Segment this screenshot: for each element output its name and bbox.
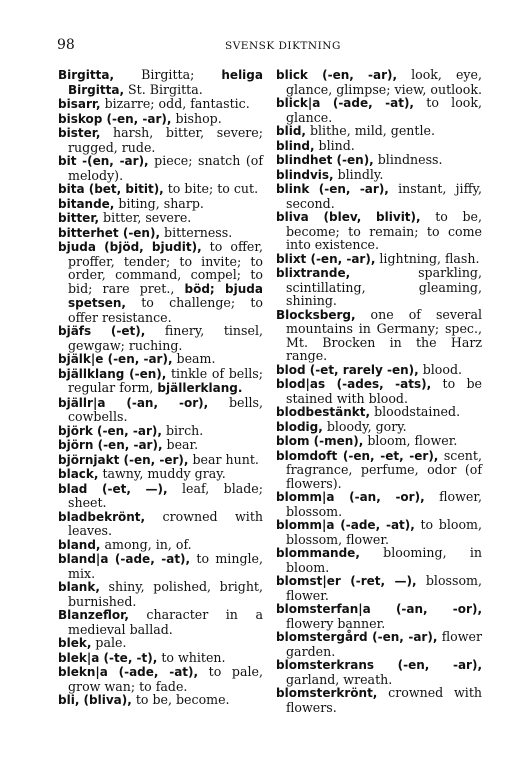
- entry-definition: birch.: [161, 422, 204, 438]
- entry-definition: to be, become; to remain; to come into existence.: [286, 209, 482, 252]
- dictionary-entry: [276, 574, 482, 602]
- entry-subheadword: bjällerklang.: [157, 381, 243, 395]
- entry-definition: bloom, flower.: [363, 433, 458, 448]
- entry-headword: blek,: [58, 636, 92, 650]
- entry-subheadword: heliga Birgitta,: [68, 68, 263, 97]
- entry-definition: bitter, severe.: [99, 210, 192, 225]
- dictionary-entry: [58, 226, 263, 241]
- entry-headword: blind,: [276, 138, 315, 153]
- entry-definition: leaf, blade; sheet.: [68, 480, 263, 510]
- entry-headword: blommande,: [276, 546, 360, 560]
- entry-headword: blodig,: [276, 419, 323, 434]
- entry-headword: blixtrande,: [276, 266, 351, 280]
- dictionary-entry: [58, 126, 263, 154]
- dictionary-entry: [58, 240, 263, 324]
- entry-definition: crowned with leaves.: [68, 508, 263, 538]
- entry-definition: bloody, gory.: [322, 418, 407, 434]
- dictionary-entry: [58, 154, 263, 182]
- dictionary-entry: [276, 182, 482, 210]
- entry-headword: bjuda (bjöd, bjudit),: [58, 240, 202, 254]
- entry-headword: bitter,: [58, 211, 100, 225]
- dictionary-entry: [58, 438, 263, 453]
- entry-definition: blossom, flower.: [286, 573, 482, 603]
- entry-definition: pale.: [91, 635, 127, 650]
- dictionary-entry: [58, 651, 263, 666]
- dictionary-entry: [276, 96, 482, 124]
- entry-headword: blick (-en, -ar),: [276, 68, 398, 82]
- entry-headword: bitterhet (-en),: [58, 225, 161, 240]
- entry-headword: björnjakt (-en, -er),: [58, 452, 189, 467]
- dictionary-entry: [276, 449, 482, 491]
- entry-subheadword: böd; bjuda spetsen,: [68, 281, 263, 310]
- entry-headword: blad (-et, —),: [58, 481, 168, 496]
- entry-definition: to pale, grow wan; to fade.: [68, 664, 263, 694]
- entry-definition: crowned with flowers.: [286, 685, 482, 715]
- dictionary-entry: [58, 352, 263, 367]
- entry-definition: finery, tinsel, gewgaw; ruching.: [68, 323, 263, 353]
- entry-definition: one of several mountains in Germany; spec., Mt. Brocken in the Harz range.: [286, 306, 482, 363]
- dictionary-column-left: [58, 68, 263, 708]
- dictionary-entry: [58, 197, 263, 212]
- entry-definition: to bloom, blossom, flower.: [286, 517, 482, 547]
- entry-subdefinition: St. Birgitta.: [124, 81, 203, 97]
- entry-definition: bizarre; odd, fantastic.: [100, 96, 250, 111]
- entry-headword: bland,: [58, 537, 101, 552]
- entry-headword: blod (-et, rarely -en),: [276, 362, 419, 377]
- entry-headword: björn (-en, -ar),: [58, 438, 163, 452]
- entry-definition: lightning, flash.: [375, 250, 480, 266]
- entry-definition: blooming, in bloom.: [286, 545, 482, 575]
- entry-headword: blodbestänkt,: [276, 405, 371, 419]
- dictionary-entry: [276, 434, 482, 449]
- entry-headword: Blanzeflor,: [58, 608, 129, 622]
- entry-headword: bliva (blev, blivit),: [276, 210, 421, 224]
- entry-headword: bjällr|a (-an, -or),: [58, 395, 209, 410]
- entry-definition: flower garden.: [286, 629, 482, 659]
- dictionary-entry: [276, 124, 482, 139]
- dictionary-entry: [58, 552, 263, 580]
- entry-definition: blindly.: [333, 166, 384, 182]
- entry-headword: blixt (-en, -ar),: [276, 251, 376, 266]
- entry-definition: scent, fragrance, perfume, odor (of flowers).: [286, 447, 482, 491]
- entry-headword: blink (-en, -ar),: [276, 182, 389, 196]
- entry-headword: blomm|a (-an, -or),: [276, 490, 425, 504]
- dictionary-column-right: [276, 68, 482, 714]
- entry-definition: blithe, mild, gentle.: [305, 123, 435, 138]
- entry-headword: bita (bet, bitit),: [58, 182, 164, 196]
- entry-headword: bisarr,: [58, 97, 101, 111]
- entry-headword: bjällklang (-en),: [58, 366, 167, 381]
- dictionary-entry: [58, 580, 263, 608]
- dictionary-entry: [276, 546, 482, 574]
- entry-headword: biskop (-en, -ar),: [58, 111, 172, 126]
- entry-definition: bloodstained.: [370, 404, 461, 419]
- entry-definition: bishop.: [171, 110, 222, 126]
- entry-headword: blindhet (-en),: [276, 153, 374, 167]
- entry-definition: to be, become.: [131, 692, 230, 707]
- entry-headword: blank,: [58, 580, 100, 594]
- dictionary-entry: [276, 405, 482, 420]
- dictionary-entry: [58, 424, 263, 439]
- dictionary-entry: [58, 510, 263, 538]
- entry-headword: blomstergård (-en, -ar),: [276, 630, 438, 644]
- entry-headword: Blocksberg,: [276, 307, 356, 322]
- dictionary-entry: [276, 686, 482, 714]
- entry-definition: harsh, bitter, severe; rugged, rude.: [68, 125, 263, 155]
- entry-definition: bitterness.: [160, 224, 233, 240]
- dictionary-entry: [276, 363, 482, 378]
- entry-headword: blid,: [276, 124, 306, 138]
- entry-headword: bjälk|e (-en, -ar),: [58, 352, 173, 366]
- dictionary-entry: [58, 636, 263, 651]
- entry-definition: to bite; to cut.: [163, 181, 259, 196]
- entry-headword: black,: [58, 467, 99, 481]
- entry-headword: blomdoft (-en, -et, -er),: [276, 448, 439, 463]
- entry-definition: tawny, muddy gray.: [98, 466, 226, 481]
- entry-definition: beam.: [172, 351, 216, 366]
- entry-definition: bear hunt.: [188, 451, 259, 467]
- entry-definition: instant, jiffy, second.: [286, 181, 482, 211]
- entry-headword: blek|a (-te, -t),: [58, 650, 158, 665]
- entry-headword: blod|as (-ades, -ats),: [276, 377, 432, 391]
- entry-headword: bitande,: [58, 196, 115, 211]
- running-head: SVENSK DIKTNING: [225, 40, 341, 52]
- dictionary-entry: [276, 308, 482, 363]
- dictionary-entry: [276, 68, 482, 96]
- entry-definition: tinkle of bells; regular form,: [68, 365, 263, 395]
- dictionary-entry: [276, 153, 482, 168]
- entry-headword: blick|a (-ade, -at),: [276, 96, 414, 110]
- dictionary-entry: [58, 608, 263, 636]
- dictionary-entry: [276, 658, 482, 686]
- dictionary-entry: [276, 377, 482, 405]
- dictionary-entry: [58, 665, 263, 693]
- dictionary-entry: [58, 97, 263, 112]
- entry-headword: bli, (bliva),: [58, 693, 132, 707]
- dictionary-entry: [276, 266, 482, 308]
- entry-definition: sparkling, scintillating, gleaming, shining.: [286, 265, 482, 308]
- entry-definition: shiny, polished, bright, burnished.: [68, 579, 263, 609]
- entry-definition: biting, sharp.: [114, 195, 204, 211]
- entry-definition: to be stained with blood.: [286, 376, 482, 406]
- entry-definition: blood.: [418, 361, 463, 377]
- entry-definition: look, eye, glance, glimpse; view, outlook.: [286, 67, 482, 97]
- entry-definition: to whiten.: [157, 649, 226, 665]
- page-number: 98: [57, 37, 75, 53]
- dictionary-entry: [276, 252, 482, 267]
- entry-definition: to offer, proffer, tender; to invite; to order, command, compel; to bid; rare pret.,: [68, 239, 263, 296]
- entry-definition: Birgitta;: [114, 67, 222, 82]
- entry-headword: blomm|a (-ade, -at),: [276, 518, 415, 532]
- entry-headword: blomsterkrönt,: [276, 686, 378, 700]
- dictionary-entry: [58, 324, 263, 352]
- entry-definition: piece; snatch (of melody).: [68, 153, 264, 183]
- dictionary-entry: [58, 112, 263, 127]
- entry-headword: blekn|a (-ade, -at),: [58, 665, 199, 679]
- dictionary-entry: [276, 490, 482, 518]
- dictionary-entry: [58, 367, 263, 396]
- entry-definition: bear.: [162, 437, 199, 452]
- dictionary-entry: [58, 538, 263, 553]
- dictionary-entry: [276, 420, 482, 435]
- dictionary-entry: [58, 396, 263, 424]
- entry-headword: blom (-men),: [276, 434, 364, 448]
- entry-headword: blomsterfan|a (-an, -or),: [276, 602, 482, 616]
- entry-subdefinition: to challenge; to offer resistance.: [68, 295, 263, 325]
- entry-definition: among, in, of.: [100, 536, 192, 552]
- dictionary-entry: [58, 453, 263, 468]
- entry-definition: blind.: [314, 137, 355, 153]
- entry-headword: blomsterkrans (-en, -ar),: [276, 658, 482, 672]
- entry-headword: Birgitta,: [58, 68, 115, 82]
- dictionary-entry: [276, 168, 482, 183]
- entry-definition: character in a medieval ballad.: [68, 607, 263, 637]
- dictionary-entry: [276, 210, 482, 252]
- dictionary-entry: [58, 68, 263, 97]
- dictionary-entry: [58, 211, 263, 226]
- entry-definition: flower, blossom.: [286, 489, 482, 519]
- dictionary-entry: [276, 602, 482, 630]
- entry-headword: bister,: [58, 126, 101, 140]
- entry-definition: blindness.: [373, 152, 443, 167]
- entry-headword: blomst|er (-ret, —),: [276, 574, 417, 588]
- entry-headword: bit -(en, -ar),: [58, 154, 149, 168]
- entry-definition: garland, wreath.: [286, 671, 393, 687]
- dictionary-entry: [58, 482, 263, 510]
- entry-definition: flowery banner.: [286, 615, 386, 631]
- dictionary-entry: [58, 467, 263, 482]
- entry-definition: to mingle, mix.: [68, 551, 263, 581]
- dictionary-entry: [276, 518, 482, 546]
- dictionary-entry: [276, 630, 482, 658]
- entry-headword: bladbekrönt,: [58, 509, 146, 524]
- dictionary-entry: [58, 182, 263, 197]
- entry-headword: bland|a (-ade, -at),: [58, 552, 191, 566]
- entry-definition: bells, cowbells.: [68, 394, 263, 424]
- dictionary-entry: [58, 693, 263, 708]
- entry-definition: to look, glance.: [286, 95, 482, 125]
- entry-headword: bjäfs (-et),: [58, 324, 146, 338]
- entry-headword: björk (-en, -ar),: [58, 423, 162, 438]
- dictionary-entry: [276, 139, 482, 154]
- entry-headword: blindvis,: [276, 167, 334, 182]
